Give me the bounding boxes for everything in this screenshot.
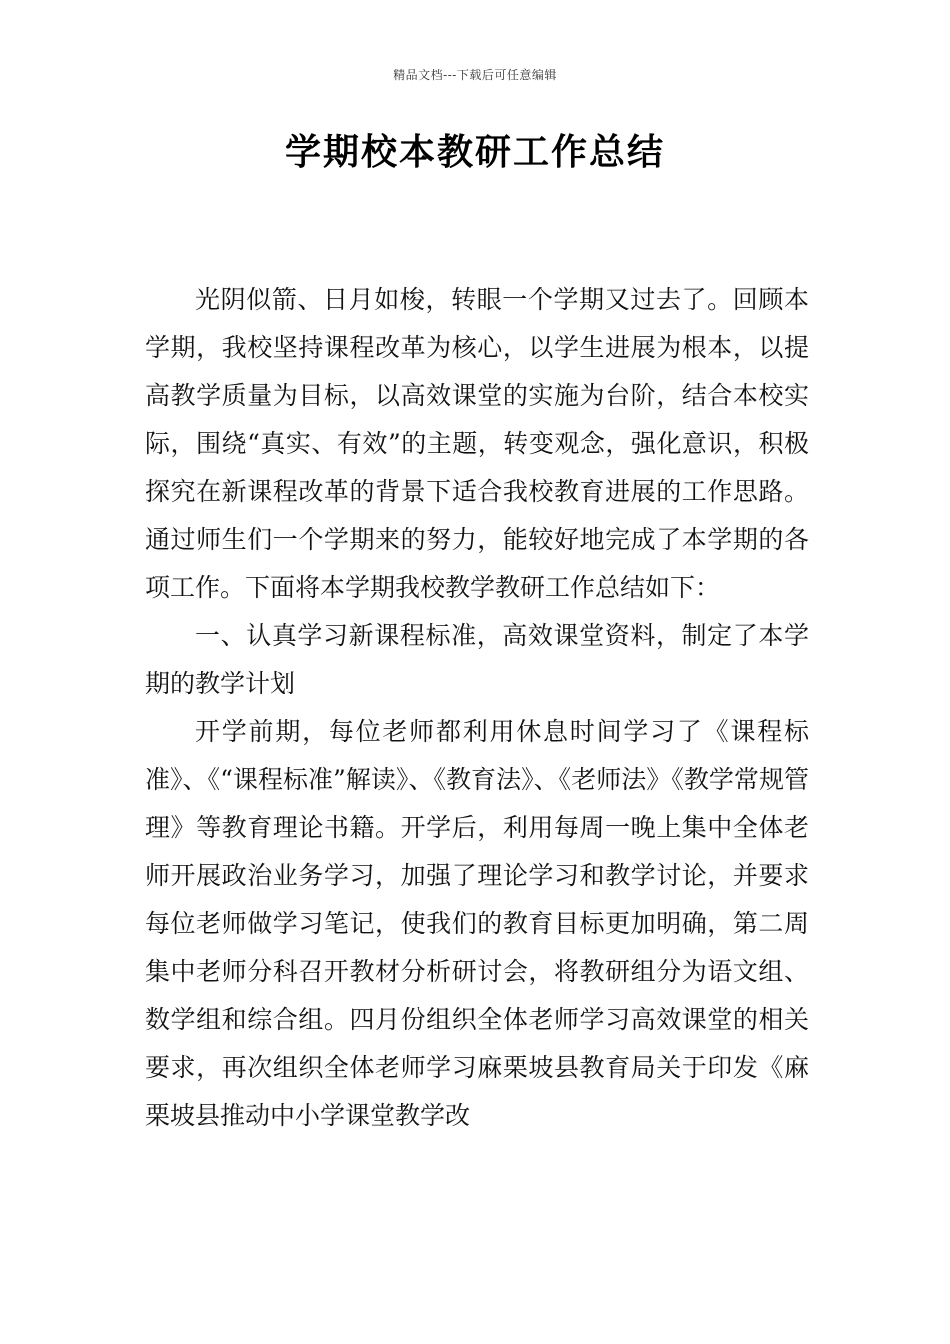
paragraph-section-heading: 一、认真学习新课程标准，高效课堂资料，制定了本学期的教学计划	[145, 621, 809, 698]
paragraph-study: 开学前期，每位老师都利用休息时间学习了《课程标准》、《“课程标准”解读》、《教育法》、《老师法》《教学常规管理》等教育理论书籍。开学后，利用每周一晚上集中全体老师开展政治业务学习，加强了理论学习和教学讨论，并要求每位老师做学习笔记，使我们的教育目标更加明确，第二周集中老师分科召开教材分析研讨会，将教研组分为语文组、数学组和综合组。四月份组织全体老师学习高效课堂的相关要求，再次组织全体老师学习麻栗坡县教育局关于印发《麻栗坡县推动中小学课堂教学改	[145, 717, 809, 1130]
document-body	[145, 276, 809, 1140]
document-title: 学期校本教研工作总结	[284, 132, 665, 173]
paragraph-intro: 光阴似箭、日月如梭，转眼一个学期又过去了。回顾本学期，我校坚持课程改革为核心，以学生进展为根本，以提高教学质量为目标，以高效课堂的实施为台阶，结合本校实际，围绕“真实、有效”的主题，转变观念，强化意识，积极探究在新课程改革的背景下适合我校教育进展的工作思路。通过师生们一个学期来的努力，能较好地完成了本学期的各项工作。下面将本学期我校教学教研工作总结如下：	[145, 285, 809, 602]
header-note: 精品文档---下载后可任意编辑	[393, 68, 557, 82]
